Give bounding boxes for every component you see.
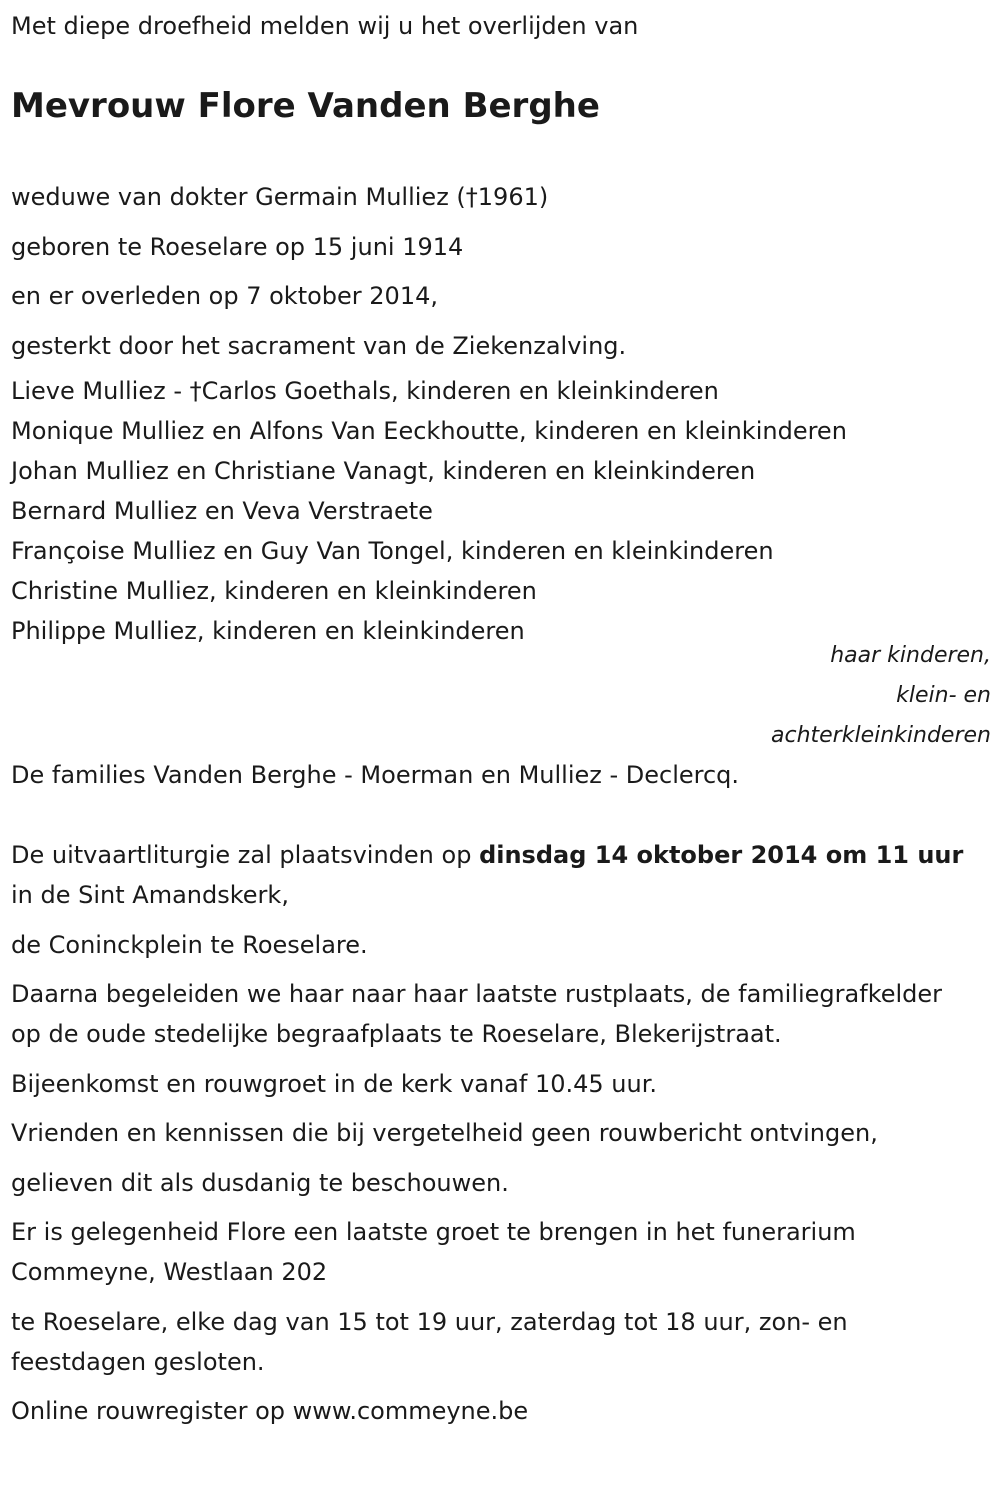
gathering-paragraph: Bijeenkomst en rouwgroet in de kerk vanaf 10.45 uur. <box>11 1069 658 1098</box>
friends-paragraph: Vrienden en kennissen die bij vergetelheid geen rouwbericht ontvingen, <box>11 1119 878 1147</box>
signature-line: haar kinderen, <box>830 643 991 668</box>
visit-paragraph: Er is gelegenheid Flore een laatste groet te brengen in het funerarium Commeyne, Westlaan 202 <box>11 1218 856 1286</box>
grandchildren-signature <box>771 636 991 756</box>
location-paragraph: de Coninckplein te Roeselare. <box>11 930 368 959</box>
family-member: Christine Mulliez, kinderen en kleinkinderen <box>11 577 537 605</box>
signature-line: klein- en <box>896 683 991 708</box>
online-register-paragraph: Online rouwregister op www.commeyne.be <box>11 1397 529 1425</box>
liturgy-suffix: in de Sint Amandskerk, <box>11 881 289 909</box>
family-list <box>11 371 991 651</box>
funeral-info <box>11 835 991 1441</box>
widow-line: weduwe van dokter Germain Mulliez (†1961) <box>11 183 549 211</box>
family-member: Philippe Mulliez, kinderen en kleinkinderen <box>11 617 525 645</box>
liturgy-paragraph <box>11 835 979 915</box>
burial-paragraph: Daarna begeleiden we haar naar haar laatste rustplaats, de familiegrafkelder op de oude stedelijke begraafplaats te Roeselare, Blekerijstraat. <box>11 980 943 1048</box>
families-line: De families Vanden Berghe - Moerman en Mulliez - Declercq. <box>11 761 740 789</box>
signature-line: achterkleinkinderen <box>771 723 991 748</box>
hours-paragraph: te Roeselare, elke dag van 15 tot 19 uur, zaterdag tot 18 uur, zon- en feestdagen gesloten. <box>11 1307 848 1376</box>
liturgy-prefix: De uitvaartliturgie zal plaatsvinden op <box>11 841 480 869</box>
deceased-name: Mevrouw Flore Vanden Berghe <box>11 86 600 126</box>
family-member: Monique Mulliez en Alfons Van Eeckhoutte, kinderen en kleinkinderen <box>11 417 847 445</box>
family-member: Johan Mulliez en Christiane Vanagt, kinderen en kleinkinderen <box>11 457 756 485</box>
family-member: Bernard Mulliez en Veva Verstraete <box>11 497 433 525</box>
birth-line: geboren te Roeselare op 15 juni 1914 <box>11 232 464 261</box>
death-line: en er overleden op 7 oktober 2014, <box>11 282 438 310</box>
sacrament-line: gesterkt door het sacrament van de Ziekenzalving. <box>11 331 627 360</box>
family-member: Françoise Mulliez en Guy Van Tongel, kinderen en kleinkinderen <box>11 537 774 565</box>
liturgy-date: dinsdag 14 oktober 2014 om 11 uur <box>479 841 964 869</box>
consider-paragraph: gelieven dit als dusdanig te beschouwen. <box>11 1168 509 1197</box>
intro-text: Met diepe droefheid melden wij u het overlijden van <box>11 12 639 40</box>
details-block <box>11 173 991 371</box>
family-member: Lieve Mulliez - †Carlos Goethals, kinderen en kleinkinderen <box>11 377 719 405</box>
